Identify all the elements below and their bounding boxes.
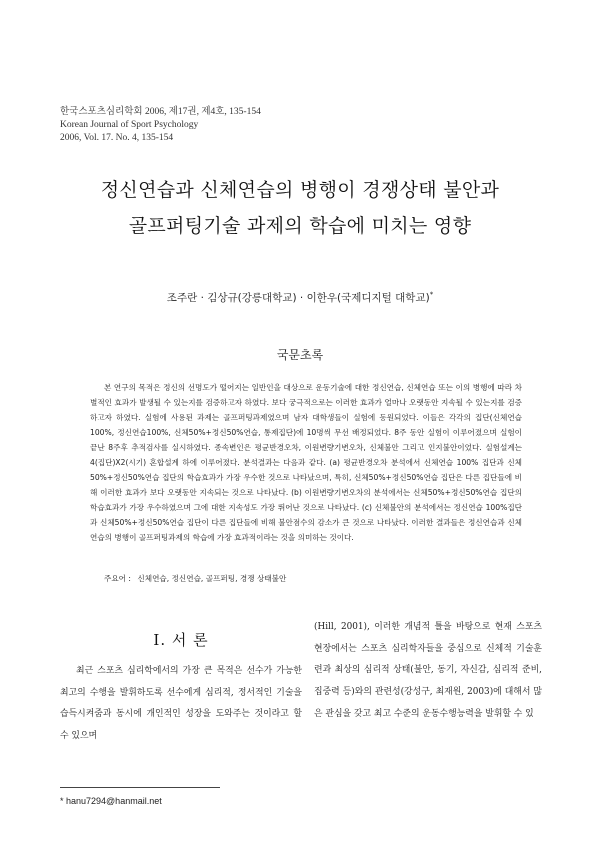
journal-citation-volume: 2006, Vol. 17. No. 4, 135-154 (60, 133, 174, 143)
footnote-email: * hanu7294@hanmail.net (60, 796, 162, 806)
paper-title (0, 172, 600, 244)
keywords-label: 주요어 : (104, 574, 131, 583)
intro-right-column-text: (Hill, 2001), 이러한 개념적 틀을 바탕으로 현재 스포츠 현장에서는 스포츠 심리학자들을 중심으로 신체적 기술훈련과 최상의 심리적 상태(불안, 동기, 자신감, 심리적 준비, 집중력 등)와의 관련성(강성구, 최재원, 2003)에 대해서 많은 관심을 갖고 최고 수준의 운동수행능력을 발휘할 수 있 (314, 622, 542, 719)
keywords-text: 신체연습, 정신연습, 골프퍼팅, 경쟁 상태불안 (137, 574, 287, 583)
intro-left-column-text: 최근 스포츠 심리학에서의 가장 큰 목적은 선수가 가능한 최고의 수행을 발휘하도록 선수에게 심리적, 정서적인 기술을 습득시켜줌과 동시에 개인적인 성장을 도와주는 것이라고 할 수 있으며 (60, 666, 302, 742)
footnote-divider (60, 787, 220, 788)
paper-title-line-1: 정신연습과 신체연습의 병행이 경쟁상태 불안과 (100, 179, 500, 201)
author-line (0, 290, 600, 305)
author-footnote-mark: * (429, 290, 434, 299)
section-heading-introduction: I. 서 론 (153, 631, 209, 649)
journal-citation-korean: 한국스포츠심리학회 2006, 제17권, 제4호, 135-154 (60, 107, 261, 117)
abstract-body: 본 연구의 목적은 정신의 선명도가 떨어지는 일반인을 대상으로 운동기술에 대한 정신연습, 신체연습 또는 이의 병행에 따라 차별적인 효과가 발생될 수 있는지를 검증하고자 하였다. 보다 궁극적으로는 이러한 효과가 얼마나 오랫동안 지속될 수 있는지를 검증하고자 하였다. 실험에 사용된 과제는 골프퍼팅과제였으며 남자 대학생들이 실험에 동원되었다. 이들은 각각의 집단(신체연습100%, 정신연습100%, 신체50%+정신50%연습, 통제집단)에 10명씩 무선 배정되었다. 8주 동안 실험이 이루어졌으며 실험이 끝난 8주후 추적검사를 실시하였다. 종속변인은 평균반경오차, 이원변량기변오차, 신체불안 그리고 인지불안이었다. 실험설계는 4(집단)X2(시기) 혼합설계 하에 이루어졌다. 분석결과는 다음과 같다. (a) 평균반경오차 분석에서 신체연습 100% 집단과 신체50%+정신50%연습 집단의 학습효과가 가장 우수한 것으로 나타났으며, 특히, 신체50%+정신50%연습 집단은 다른 집단들에 비해 이러한 효과가 보다 오랫동안 지속되는 것으로 나타났다. (b) 이원변량기변오차의 분석에서는 신체50%+정신50%연습 집단의 학습효과가 가장 우수하였으며 그에 대한 지속성도 가장 뛰어난 것으로 나타났다. (c) 신체불안의 분석에서는 정신연습 100%집단과 신체50%+정신50%연습 집단이 다른 집단들에 비해 불안점수의 감소가 큰 것으로 나타났다. 이러한 결과들은 정신연습과 신체연습의 병행이 골프퍼팅과제의 학습에 가장 효과적이라는 것을 의미하는 것이다. (90, 383, 522, 542)
paper-title-line-2: 골프퍼팅기술 과제의 학습에 미치는 영향 (128, 215, 472, 237)
abstract-heading: 국문초록 (276, 348, 324, 362)
journal-citation-english: Korean Journal of Sport Psychology (60, 120, 199, 130)
journal-citation (60, 106, 261, 145)
keywords-line (104, 573, 524, 584)
author-names: 조주란 · 김상규(강릉대학교) · 이한우(국제디지털 대학교) (166, 292, 430, 304)
